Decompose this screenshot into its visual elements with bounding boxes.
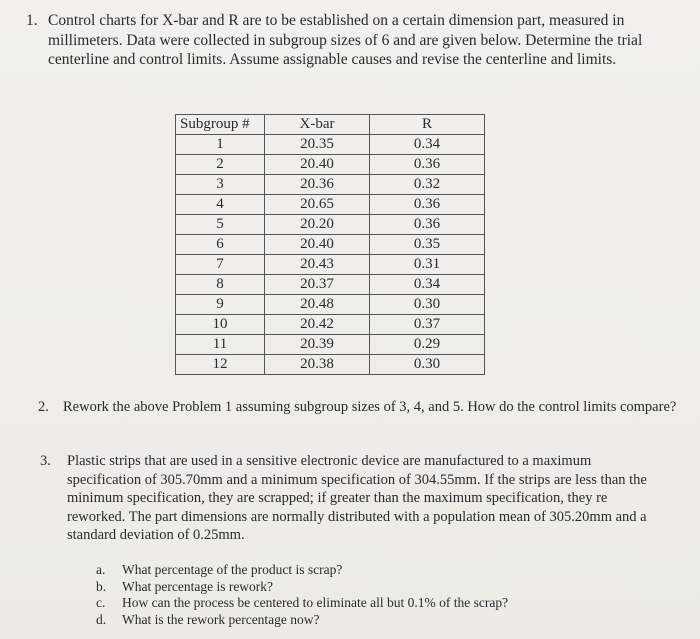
cell-subgroup: 7 [176, 255, 265, 275]
cell-r: 0.30 [370, 295, 485, 315]
cell-subgroup: 12 [176, 355, 265, 375]
table-row [176, 255, 485, 275]
problem-1 [26, 11, 676, 70]
cell-subgroup: 1 [176, 135, 265, 155]
cell-r: 0.31 [370, 255, 485, 275]
cell-r: 0.30 [370, 355, 485, 375]
cell-r: 0.32 [370, 175, 485, 195]
subquestion-text: What percentage of the product is scrap? [122, 562, 343, 577]
cell-r: 0.34 [370, 135, 485, 155]
subquestion-text: What percentage is rework? [122, 578, 274, 594]
problem-3-text: Plastic strips that are used in a sensitive electronic device are manufactured to a maximum specification of 305.70mm and a minimum specification of 304.55mm. If the strips are less than the minimum specification, they are scrapped; if greater than the maximum specification, they re reworked. The part dimensions are normally distributed with a population mean of 305.20mm and a standard deviation of 0.25mm. [67, 453, 647, 543]
subquestion-text: How can the process be centered to eliminate all but 0.1% of the scrap? [122, 595, 509, 610]
cell-subgroup: 2 [176, 155, 265, 175]
cell-r: 0.35 [370, 235, 485, 255]
cell-xbar: 20.20 [265, 215, 370, 235]
cell-xbar: 20.35 [265, 135, 370, 155]
list-item [96, 562, 508, 579]
table-row [176, 215, 485, 235]
table-row [176, 135, 485, 155]
subquestion-letter: c. [96, 595, 106, 610]
cell-r: 0.36 [370, 195, 485, 215]
problem-1-number: 1. [26, 12, 38, 29]
subquestion-letter: a. [96, 562, 106, 577]
problem-2-text: Rework the above Problem 1 assuming subgroup sizes of 3, 4, and 5. How do the control limits compare? [63, 399, 677, 415]
cell-xbar: 20.48 [265, 295, 370, 315]
table-row [176, 195, 485, 215]
problem-3-number: 3. [40, 453, 51, 469]
cell-subgroup: 8 [176, 275, 265, 295]
table-row [176, 315, 485, 335]
cell-r: 0.36 [370, 155, 485, 175]
subquestion-text: What is the rework percentage now? [122, 611, 320, 627]
table-row [176, 175, 485, 195]
cell-xbar: 20.38 [265, 355, 370, 375]
problem-3 [40, 452, 660, 545]
cell-xbar: 20.40 [265, 155, 370, 175]
cell-r: 0.37 [370, 315, 485, 335]
table-row [176, 335, 485, 355]
table-row [176, 275, 485, 295]
cell-subgroup: 3 [176, 175, 265, 195]
cell-xbar: 20.42 [265, 315, 370, 335]
cell-xbar: 20.39 [265, 335, 370, 355]
cell-r: 0.34 [370, 275, 485, 295]
header-r: R [370, 115, 485, 135]
list-item [96, 579, 508, 596]
list-item [96, 612, 508, 629]
cell-xbar: 20.36 [265, 175, 370, 195]
table-header-row [176, 115, 485, 135]
cell-xbar: 20.37 [265, 275, 370, 295]
problem-2-number: 2. [38, 399, 49, 415]
list-item [96, 595, 508, 612]
subquestion-letter: b. [96, 578, 107, 594]
cell-xbar: 20.65 [265, 195, 370, 215]
subquestion-letter: d. [96, 611, 107, 627]
cell-subgroup: 10 [176, 315, 265, 335]
cell-subgroup: 5 [176, 215, 265, 235]
table-row [176, 155, 485, 175]
subquestion-list [96, 562, 508, 628]
header-subgroup: Subgroup # [176, 115, 265, 135]
data-table [175, 114, 485, 375]
cell-subgroup: 9 [176, 295, 265, 315]
table-row [176, 235, 485, 255]
cell-xbar: 20.43 [265, 255, 370, 275]
cell-r: 0.29 [370, 335, 485, 355]
problem-2 [38, 398, 678, 416]
cell-subgroup: 11 [176, 335, 265, 355]
cell-subgroup: 6 [176, 235, 265, 255]
problem-1-text: Control charts for X-bar and R are to be established on a certain dimension part, measured in millimeters. Data were collected in subgroup sizes of 6 and are given below. Determine the trial centerline and control limits. Assume assignable causes and revise the centerline and limits. [48, 12, 643, 68]
cell-xbar: 20.40 [265, 235, 370, 255]
table-row [176, 355, 485, 375]
header-xbar: X-bar [265, 115, 370, 135]
table-row [176, 295, 485, 315]
cell-subgroup: 4 [176, 195, 265, 215]
cell-r: 0.36 [370, 215, 485, 235]
